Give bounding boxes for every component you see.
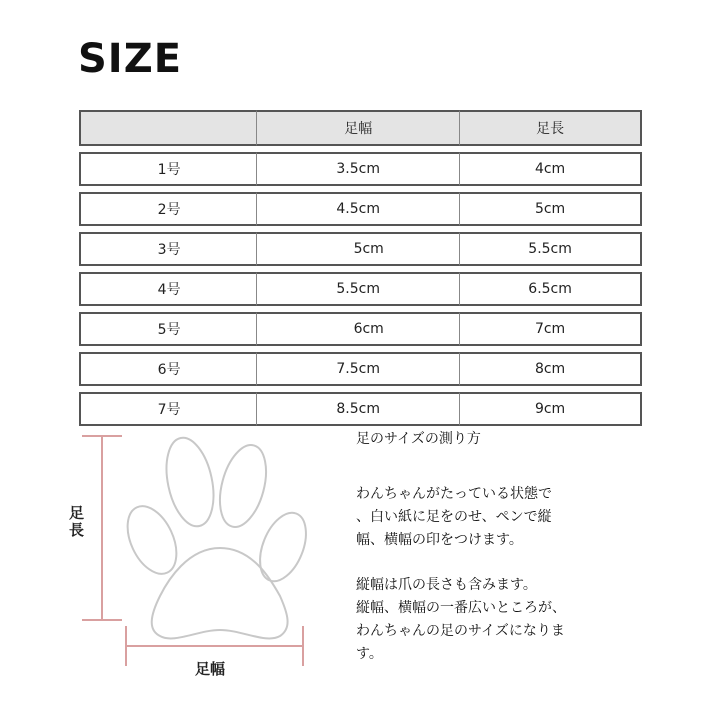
table-row [79, 192, 642, 226]
size-cell: 6号 [79, 352, 256, 386]
instruction-line: 縦幅、横幅の一番広いところが、 [356, 600, 566, 616]
header-cell-width: 足幅 [256, 110, 459, 146]
length-cell: 5.5cm [459, 232, 642, 266]
paw-measure-diagram [70, 420, 340, 690]
header-cell-size [79, 110, 256, 146]
size-cell: 5号 [79, 312, 256, 346]
size-cell: 2号 [79, 192, 256, 226]
width-cell: 5.5cm [256, 272, 459, 306]
table-header-row [79, 110, 642, 146]
paw-print-icon [118, 433, 315, 638]
table-row [79, 272, 642, 306]
length-measure-line [82, 436, 122, 620]
table-row [79, 232, 642, 266]
measure-instructions [356, 428, 656, 666]
length-cell: 8cm [459, 352, 642, 386]
table-row [79, 312, 642, 346]
table-row [79, 152, 642, 186]
width-cell: 8.5cm [256, 392, 459, 426]
instruction-line: 幅、横幅の印をつけます。 [356, 532, 523, 548]
length-label: 足長 [67, 505, 85, 539]
width-cell: 7.5cm [256, 352, 459, 386]
instruction-line: わんちゃんの足のサイズになりま [356, 623, 565, 639]
length-cell: 7cm [459, 312, 642, 346]
size-table [79, 104, 642, 432]
instructions-heading: 足のサイズの測り方 [356, 431, 481, 447]
instruction-line: 縦幅は爪の長さも含みます。 [356, 577, 537, 593]
table-row [79, 352, 642, 386]
length-cell: 5cm [459, 192, 642, 226]
size-cell: 7号 [79, 392, 256, 426]
size-cell: 3号 [79, 232, 256, 266]
length-cell: 4cm [459, 152, 642, 186]
page-title: SIZE [78, 36, 183, 82]
instruction-line: 、白い紙に足をのせ、ペンで縦 [356, 509, 552, 525]
width-cell: 5cm [256, 232, 459, 266]
header-cell-length: 足長 [459, 110, 642, 146]
width-cell: 6cm [256, 312, 459, 346]
instruction-line: わんちゃんがたっている状態で [356, 486, 552, 502]
size-cell: 4号 [79, 272, 256, 306]
instruction-line: す。 [356, 646, 383, 662]
width-cell: 3.5cm [256, 152, 459, 186]
size-cell: 1号 [79, 152, 256, 186]
width-cell: 4.5cm [256, 192, 459, 226]
length-cell: 6.5cm [459, 272, 642, 306]
length-cell: 9cm [459, 392, 642, 426]
width-label: 足幅 [195, 660, 226, 678]
